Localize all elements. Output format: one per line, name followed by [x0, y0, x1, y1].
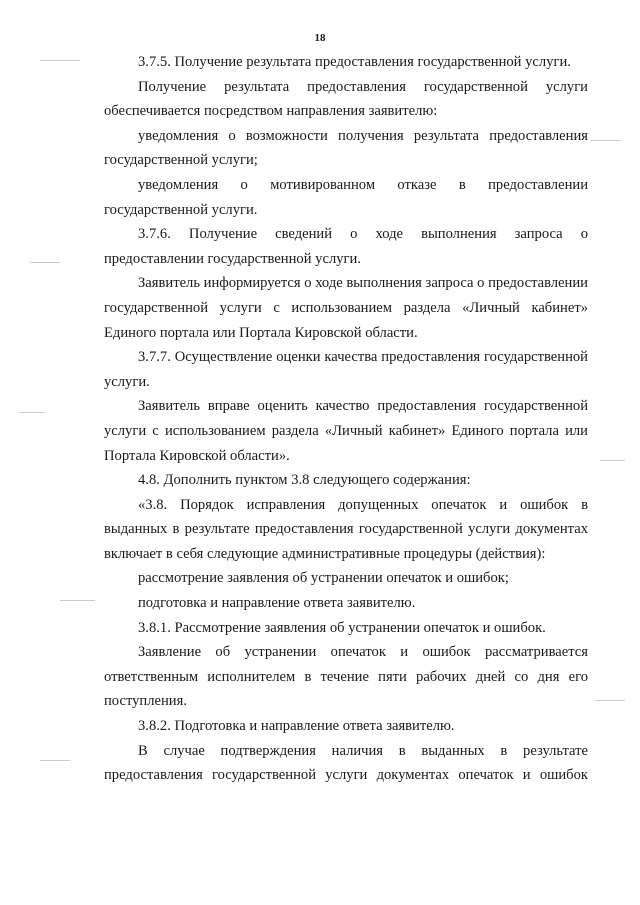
scan-noise: [595, 700, 625, 701]
paragraph: 3.8.2. Подготовка и направление ответа заявителю.: [138, 718, 455, 735]
scan-noise: [20, 412, 45, 413]
scan-noise: [40, 760, 70, 761]
scan-noise: [590, 140, 620, 141]
page-number: 18: [314, 32, 326, 44]
paragraph: 4.8. Дополнить пунктом 3.8 следующего содержания:: [138, 472, 471, 489]
scan-noise: [30, 262, 60, 263]
paragraph: «3.8. Порядок исправления допущенных опечаток и ошибок в выданных в результате предоставления государственной услуги документах включает в себя следующие административные процедуры (действия):: [104, 496, 588, 562]
paragraph: 3.7.5. Получение результата предоставления государственной услуги.: [138, 54, 571, 70]
scan-noise: [600, 460, 625, 461]
paragraph: Заявитель информируется о ходе выполнения запроса о предоставлении государственной услуги с использованием раздела «Личный кабинет» Единого портала или Портала Кировской области.: [104, 275, 588, 341]
paragraph: Получение результата предоставления государственной услуги обеспечивается посредством направления заявителю:: [104, 78, 588, 120]
paragraph: уведомления о мотивированном отказе в предоставлении государственной услуги.: [104, 176, 588, 218]
paragraph: 3.8.1. Рассмотрение заявления об устранении опечаток и ошибок.: [138, 619, 546, 636]
document-body: [104, 50, 588, 788]
paragraph: 3.7.6. Получение сведений о ходе выполнения запроса о предоставлении государственной услуги.: [104, 226, 588, 267]
paragraph: рассмотрение заявления об устранении опечаток и ошибок;: [138, 570, 509, 587]
paragraph: В случае подтверждения наличия в выданных в результате предоставления государственной услуги документах опечаток и ошибок: [104, 742, 588, 784]
paragraph: уведомления о возможности получения результата предоставления государственной услуги;: [104, 127, 588, 169]
scan-noise: [60, 600, 95, 601]
scan-noise: [40, 60, 80, 61]
paragraph: Заявитель вправе оценить качество предоставления государственной услуги с использованием раздела «Личный кабинет» Единого портала или Портала Кировской области».: [104, 398, 588, 464]
paragraph: Заявление об устранении опечаток и ошибок рассматривается ответственным исполнителем в течение пяти рабочих дней со дня его поступления.: [104, 644, 588, 710]
paragraph: 3.7.7. Осуществление оценки качества предоставления государственной услуги.: [104, 349, 588, 390]
paragraph: подготовка и направление ответа заявителю.: [138, 595, 416, 612]
